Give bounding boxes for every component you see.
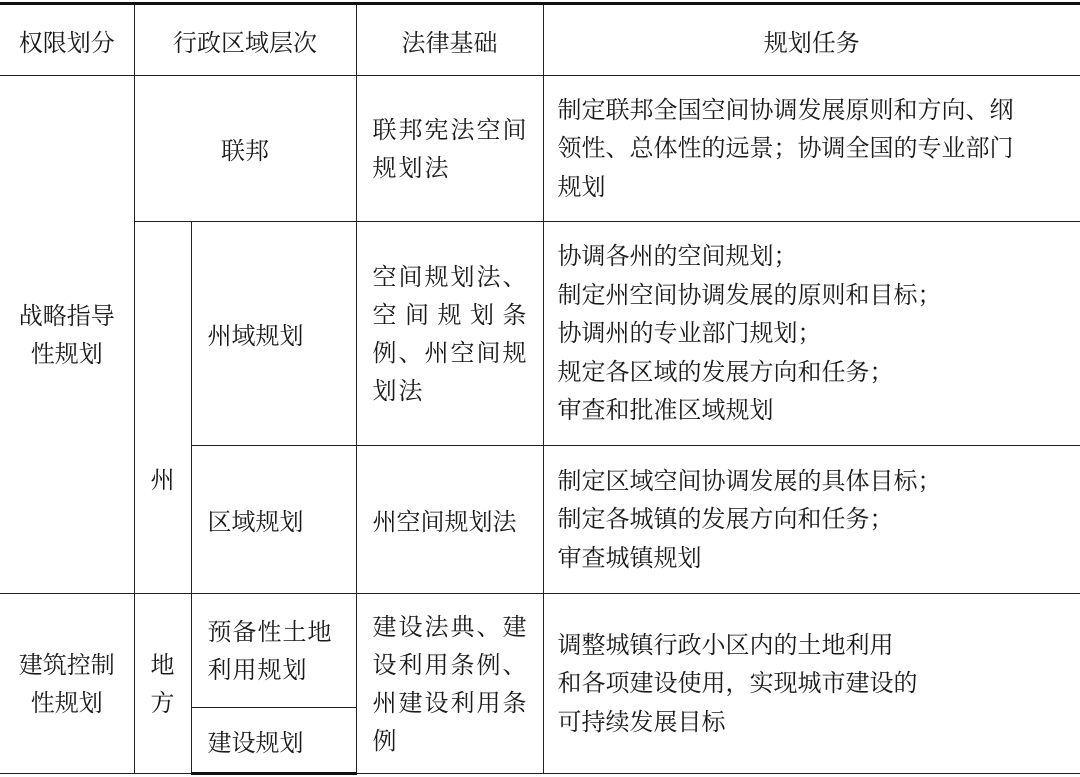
header-legal: 法律基础 [356, 4, 543, 76]
task-state-region: 协调各州的空间规划； 制定州空间协调发展的原则和目标； 协调州的专业部门规划； 规定各区域的发展方向和任务； 审查和批准区域规划 [543, 222, 1080, 446]
level-prep-land: 预备性土地利用规划 [191, 594, 356, 708]
legal-region: 州空间规划法 [356, 446, 543, 594]
planning-authority-table [0, 2, 1080, 775]
authority-building: 建筑控制 性规划 [0, 594, 134, 774]
level-state: 州 [134, 222, 191, 594]
level-federal: 联邦 [134, 76, 356, 222]
table-row-state-region [0, 222, 1080, 446]
table-row-prep-land [0, 594, 1080, 708]
legal-local: 建设法典、建设利用条例、州建设利用条例 [356, 594, 543, 774]
level-state-region: 州域规划 [191, 222, 356, 446]
table-header-row [0, 4, 1080, 76]
table-row-federal [0, 76, 1080, 222]
header-authority: 权限划分 [0, 4, 134, 76]
task-local: 调整城镇行政小区内的土地利用 和各项建设使用，实现城市建设的 可持续发展目标 [543, 594, 1080, 774]
legal-federal: 联邦宪法空间规划法 [356, 76, 543, 222]
legal-state-region: 空间规划法、空间规划条例、州空间规划法 [356, 222, 543, 446]
task-federal: 制定联邦全国空间协调发展原则和方向、纲 领性、总体性的远景；协调全国的专业部门 规划 [543, 76, 1080, 222]
level-construction: 建设规划 [191, 708, 356, 774]
level-local: 地 方 [134, 594, 191, 774]
task-region: 制定区域空间协调发展的具体目标； 制定各城镇的发展方向和任务； 审查城镇规划 [543, 446, 1080, 594]
header-task: 规划任务 [543, 4, 1080, 76]
header-level: 行政区域层次 [134, 4, 356, 76]
level-region: 区域规划 [191, 446, 356, 594]
authority-strategic: 战略指导 性规划 [0, 76, 134, 594]
